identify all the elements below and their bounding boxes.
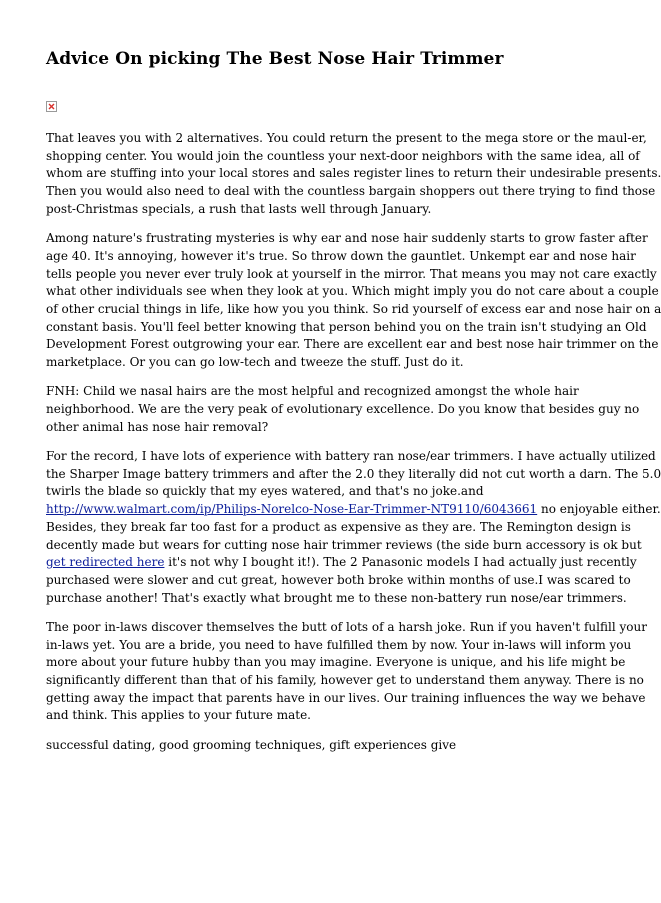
text-line: Besides, they break far too fast for a product as expensive as they are. The Remington design is: [46, 519, 631, 534]
text-line: Development Forest outgrowing your ear. There are excellent ear and best nose hair trimmer on the: [46, 337, 659, 352]
paragraph: [46, 383, 640, 436]
paragraph: [46, 130, 661, 219]
text-line: what other individuals see when they look at you. Which might imply you do not care about a couple: [46, 284, 659, 299]
text-line: The poor in-laws discover themselves the butt of lots of a harsh joke. Run if you haven't fulfill your: [46, 619, 647, 634]
text-line: For the record, I have lots of experience with battery ran nose/ear trimmers. I have actually utilized: [46, 449, 656, 464]
text-fragment: it's not why I bought it!). The 2 Panasonic models I had actually just recently: [164, 555, 637, 570]
redirect-link[interactable]: get redirected here: [46, 555, 165, 570]
text-line: significantly different than that of his family, however get to understand them anyway. There is no: [46, 673, 644, 688]
article-body: [46, 130, 661, 766]
text-line: Then you would also need to deal with the countless bargain shoppers out there trying to find those: [46, 184, 656, 199]
paragraph: [46, 619, 647, 725]
text-line: more about your future hubby than you may imagine. Everyone is unique, and his life might be: [46, 655, 626, 670]
text-line: shopping center. You would join the countless your next-door neighbors with the same idea, all of: [46, 148, 640, 163]
text-line: decently made but wears for cutting nose hair trimmer reviews (the side burn accessory is ok but: [46, 537, 642, 552]
text-line: in-laws yet. You are a bride, you need to have fulfilled them by now. Your in-laws will inform you: [46, 637, 632, 652]
text-line: [46, 554, 637, 572]
text-line: marketplace. Or you can go low-tech and tweeze the stuff. Just do it.: [46, 355, 464, 370]
text-line: getting away the impact that parents have in our lives. Our training influences the way we behave: [46, 690, 646, 705]
tags-line: [46, 737, 596, 755]
text-line: twirls the blade so quickly that my eyes watered, and that's no joke.and: [46, 484, 484, 499]
text-line: constant basis. You'll feel better knowing that person behind you on the train isn't studying an Old: [46, 319, 647, 334]
paragraph: [46, 230, 661, 372]
broken-image-icon: [46, 101, 57, 112]
text-line: the Sharper Image battery trimmers and after the 2.0 they literally did not cut worth a darn. The 5.0: [46, 466, 661, 481]
text-line: purchased were slower and cut great, however both broke within months of use.I was scared to: [46, 572, 631, 587]
text-line: other animal has nose hair removal?: [46, 419, 269, 434]
text-line: post-Christmas specials, a rush that lasts well through January.: [46, 201, 432, 216]
text-line: whom are stuffing into your local stores and sales register lines to return their undesirable presents.: [46, 166, 661, 181]
text-line: successful dating, good grooming techniques, gift experiences give: [46, 737, 457, 752]
text-line: FNH: Child we nasal hairs are the most helpful and recognized amongst the whole hair: [46, 384, 579, 399]
page-title: Advice On picking The Best Nose Hair Trimmer: [46, 49, 504, 69]
walmart-product-link[interactable]: http://www.walmart.com/ip/Philips-Norelco-Nose-Ear-Trimmer-NT9110/6043661: [46, 502, 538, 517]
text-fragment: no enjoyable either.: [537, 502, 661, 517]
text-line: [46, 501, 661, 519]
text-line: age 40. It's annoying, however it's true. So throw down the gauntlet. Unkempt ear and nose hair: [46, 248, 636, 263]
text-line: tells people you never ever truly look at yourself in the mirror. That means you may not care exactly: [46, 266, 657, 281]
text-line: neighborhood. We are the very peak of evolutionary excellence. Do you know that besides guy no: [46, 402, 640, 417]
text-line: purchase another! That's exactly what brought me to these non-battery run nose/ear trimmers.: [46, 590, 627, 605]
text-line: Among nature's frustrating mysteries is why ear and nose hair suddenly starts to grow faster after: [46, 231, 648, 246]
paragraph: [46, 448, 661, 607]
text-line: and think. This applies to your future mate.: [46, 708, 311, 723]
text-line: of other crucial things in life, like how you you think. So rid yourself of excess ear and nose hair on a: [46, 301, 661, 316]
text-line: That leaves you with 2 alternatives. You could return the present to the mega store or the maul-er,: [46, 131, 647, 145]
